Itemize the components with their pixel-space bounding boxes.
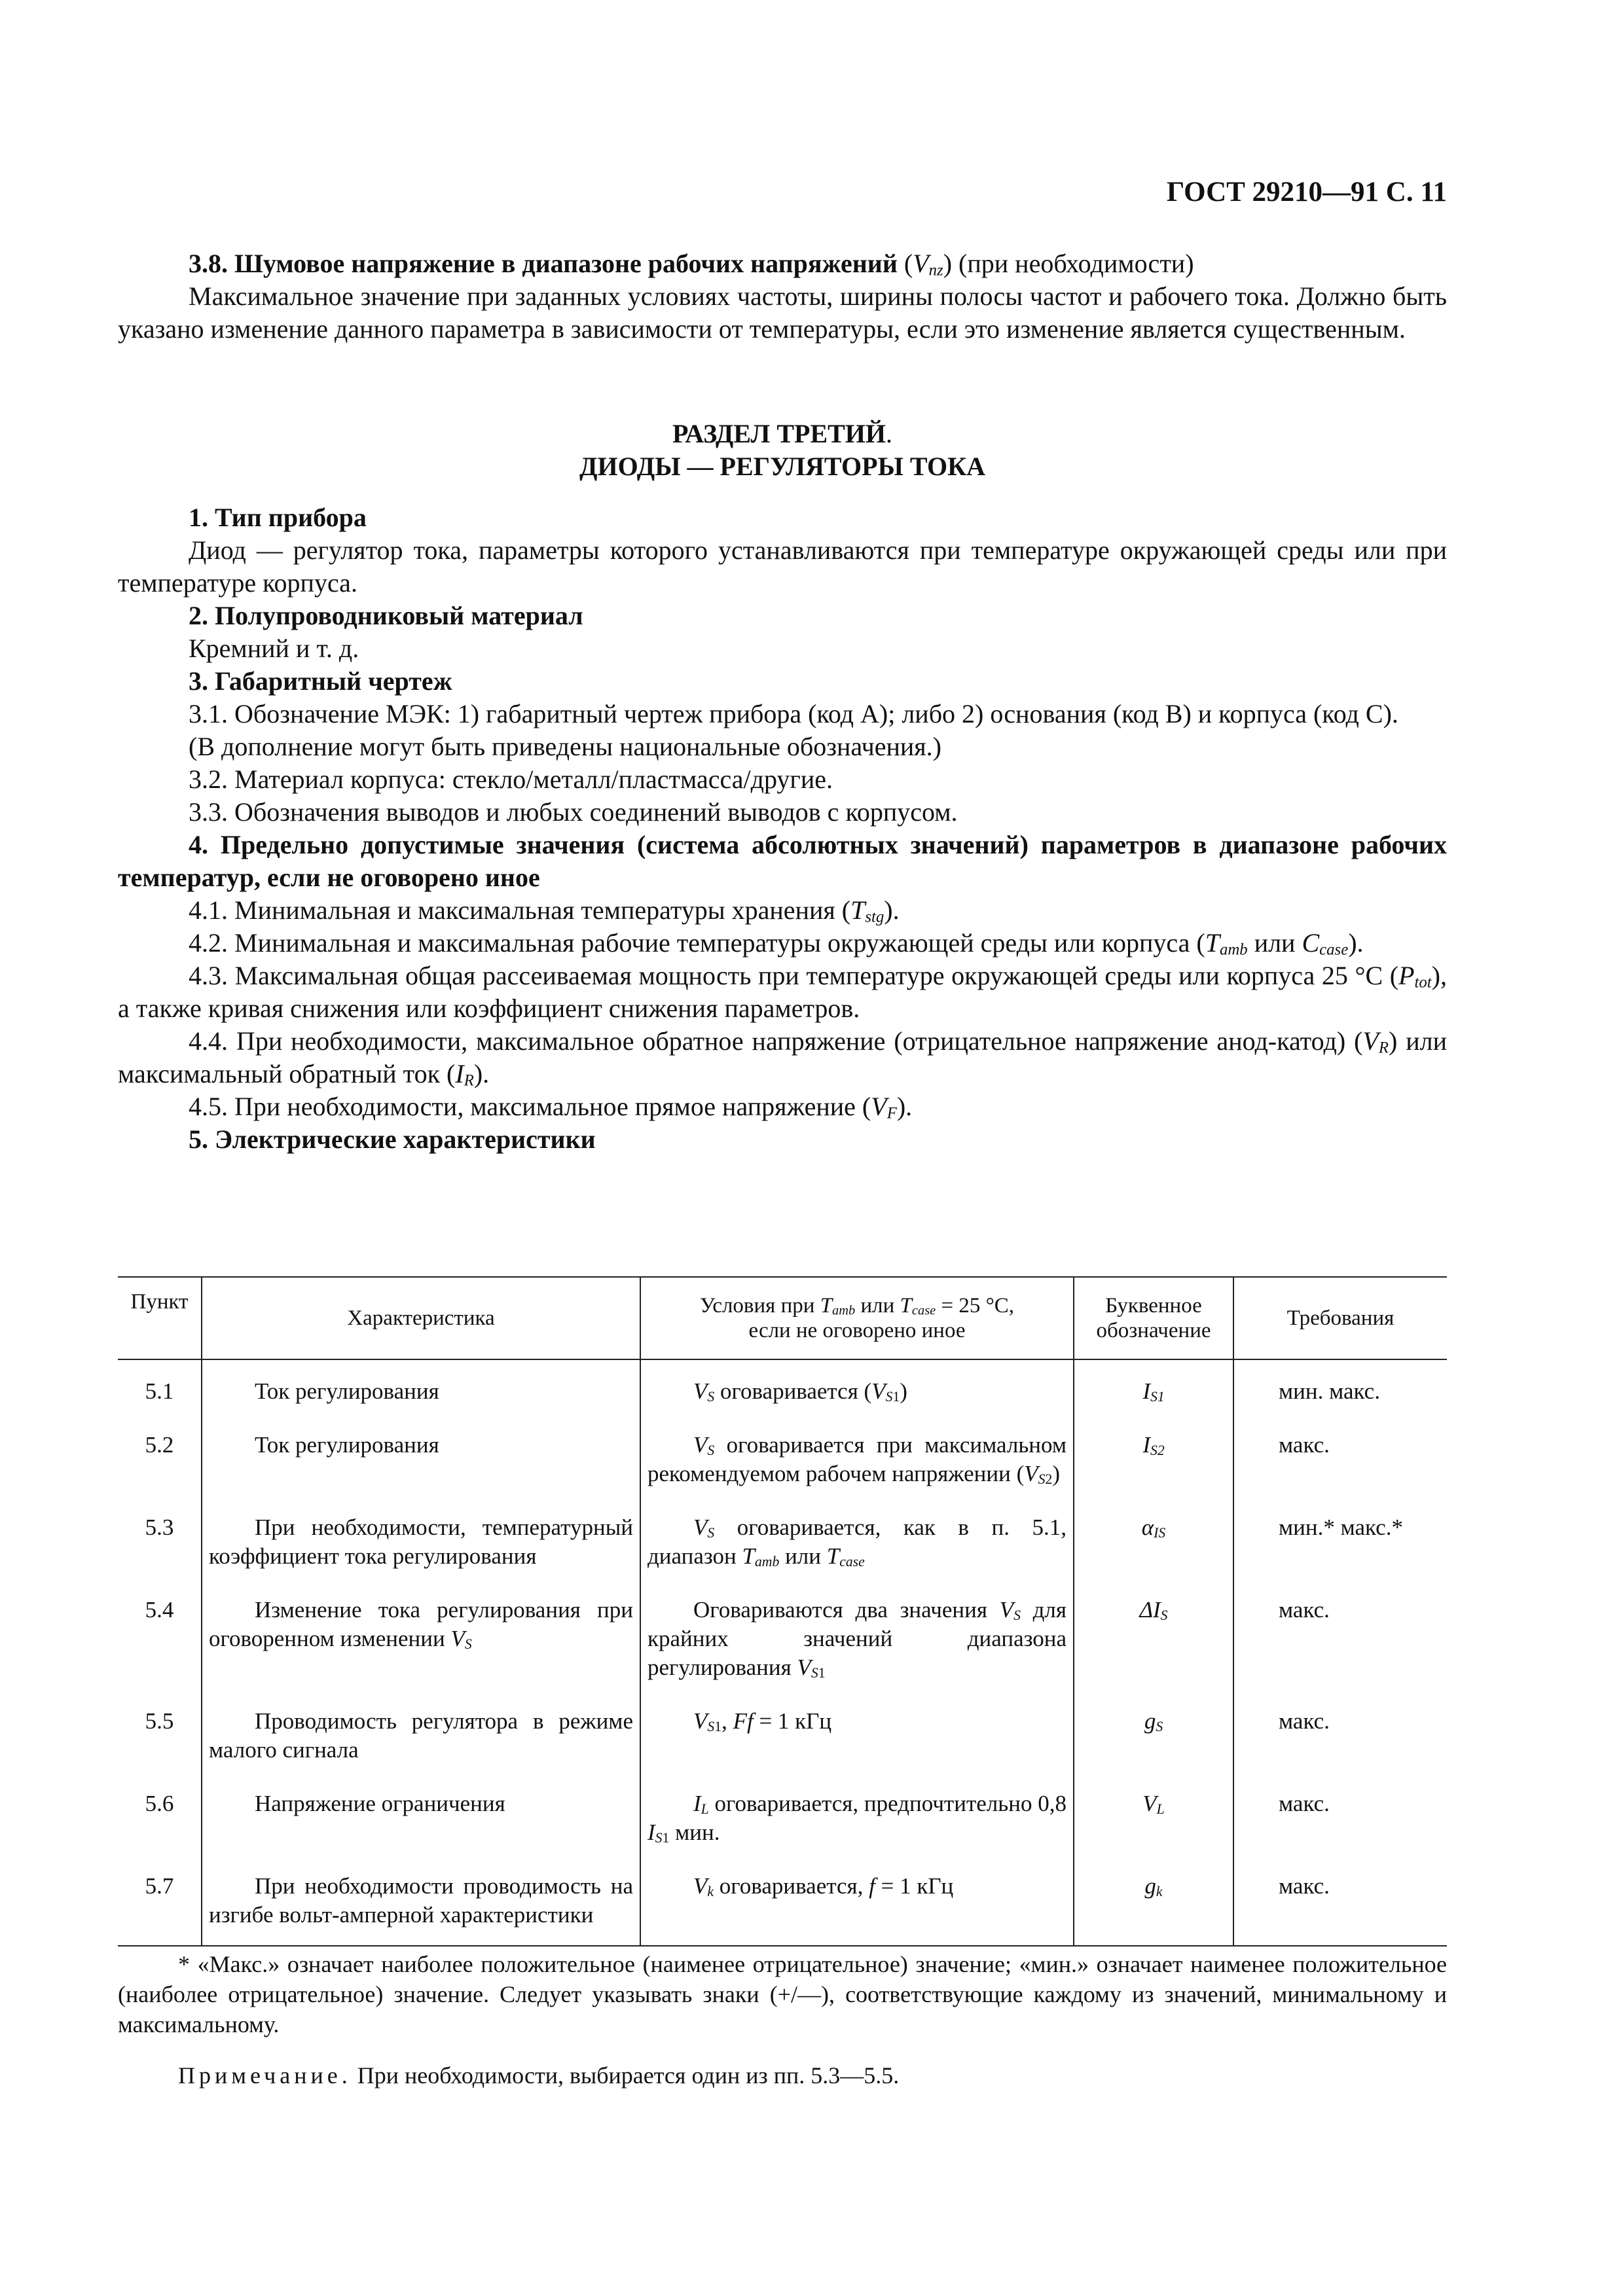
row-symbol-cell: [1074, 1780, 1233, 1863]
note-label: Примечание.: [178, 2062, 352, 2089]
item-1-text: Диод — регулятор тока, параметры которого устанавливаются при температуре окружающей среды или при температуре корпуса.: [118, 535, 1447, 598]
row-symbol-cell-text: $I_{S2}$: [1142, 1432, 1165, 1458]
row-symbol-cell: [1074, 1359, 1233, 1422]
row-characteristic-cell: [202, 1422, 640, 1504]
row-characteristic-cell-text: Проводимость регулятора в режиме малого сигнала: [209, 1708, 633, 1763]
row-requirements-cell-text: макс.: [1279, 1597, 1330, 1623]
row-conditions-cell-text: $V_S$ оговаривается $(V_{S1})$: [693, 1378, 907, 1405]
row-characteristic-cell-text: Изменение тока регулирования при оговоренном изменении $V_S$: [209, 1597, 633, 1652]
row-symbol-cell-text: $\Delta I_S$: [1139, 1597, 1168, 1623]
section-subtitle: ДИОДЫ — РЕГУЛЯТОРЫ ТОКА: [579, 452, 986, 481]
item-5-heading: 5. Электрические характеристики: [189, 1124, 596, 1154]
section-title-dot: .: [886, 419, 893, 448]
row-conditions-cell: [640, 1863, 1074, 1946]
section-title: [118, 418, 1447, 450]
row-item-cell: [118, 1422, 202, 1504]
row-requirements-cell: [1233, 1359, 1447, 1422]
table-header-row: [118, 1277, 1447, 1359]
row-symbol-cell: [1074, 1504, 1233, 1587]
row-symbol-cell-text: $g_k$: [1144, 1873, 1163, 1899]
row-item-cell-text: 5.6: [145, 1791, 174, 1816]
row-characteristic-cell: [202, 1504, 640, 1587]
table-row: [118, 1587, 1447, 1698]
table-row: [118, 1422, 1447, 1504]
row-symbol-cell: [1074, 1698, 1233, 1780]
row-requirements-cell: [1233, 1422, 1447, 1504]
item-4-4-text: 4.4. При необходимости, максимальное обратное напряжение (отрицательное напряжение анод-катод) $(V_R)$ или максимальный обратный ток $(I_R)$.: [118, 1026, 1448, 1090]
row-conditions-cell: [640, 1587, 1074, 1698]
row-requirements-cell-text: мин. макс.: [1279, 1378, 1380, 1404]
item-4-2-text: 4.2. Минимальная и максимальная рабочие температуры окружающей среды или корпуса ($T_{amb}$ или $C_{case}$).: [189, 928, 1364, 959]
row-item-cell: [118, 1698, 202, 1780]
row-characteristic-cell-text: Напряжение ограничения: [255, 1791, 505, 1816]
row-requirements-cell: [1233, 1504, 1447, 1587]
row-item-cell-text: 5.1: [145, 1378, 174, 1404]
row-requirements-cell-text: макс.: [1279, 1432, 1330, 1458]
section-3-8-title: 3.8. Шумовое напряжение в диапазоне рабочих напряжений: [189, 249, 898, 278]
row-item-cell: [118, 1359, 202, 1422]
note-text: При необходимости, выбирается один из пп. 5.3—5.5.: [351, 2062, 900, 2089]
table-row: [118, 1863, 1447, 1946]
table-row: [118, 1504, 1447, 1587]
row-requirements-cell: [1233, 1780, 1447, 1863]
row-item-cell-text: 5.5: [145, 1708, 174, 1734]
row-conditions-cell: [640, 1504, 1074, 1587]
electrical-characteristics-table: [118, 1276, 1447, 1946]
section-3-8-heading: [118, 247, 1447, 280]
row-conditions-cell: [640, 1780, 1074, 1863]
item-4-5-text: 4.5. При необходимости, максимальное прямое напряжение $(V_F)$.: [189, 1092, 913, 1122]
row-conditions-cell: [640, 1422, 1074, 1504]
table-row: [118, 1359, 1447, 1422]
row-conditions-cell-text: $I_L$ оговаривается, предпочтительно 0,8 $I_{S1}$ мин.: [647, 1791, 1067, 1846]
section-3-8-text: Максимальное значение при заданных условиях частоты, ширины полосы частот и рабочего тока. Должно быть указано изменение данного параметра в зависимости от температуры, если это изменение является существенным.: [118, 281, 1447, 344]
header-requirements: Требования: [1233, 1277, 1447, 1359]
row-requirements-cell-text: макс.: [1279, 1791, 1330, 1816]
row-item-cell-text: 5.3: [145, 1515, 174, 1540]
header-characteristic: Характеристика: [202, 1277, 640, 1359]
item-4-heading: 4. Предельно допустимые значения (система абсолютных значений) параметров в диапазоне рабочих температур, если не оговорено иное: [118, 830, 1447, 892]
row-requirements-cell-text: мин.* макс.*: [1279, 1515, 1403, 1540]
item-2-heading: 2. Полупроводниковый материал: [189, 601, 583, 630]
row-requirements-cell: [1233, 1863, 1447, 1946]
row-symbol-cell: [1074, 1422, 1233, 1504]
header-conditions: Условия при $T_{amb}$ или $T_{case} = 25$ °С, если не оговорено иное: [640, 1277, 1074, 1359]
page-header: ГОСТ 29210—91 С. 11: [1166, 177, 1447, 207]
row-requirements-cell-text: макс.: [1279, 1873, 1330, 1899]
table-body: [118, 1359, 1447, 1946]
item-3-2-text: 3.2. Материал корпуса: стекло/металл/пластмасса/другие.: [189, 764, 833, 794]
row-characteristic-cell: [202, 1587, 640, 1698]
section-3-8-tail: (при необходимости): [952, 249, 1194, 278]
row-symbol-cell-text: $I_{S1}$: [1142, 1378, 1165, 1405]
row-characteristic-cell-text: При необходимости, температурный коэффициент тока регулирования: [209, 1515, 633, 1569]
section-title-line1: РАЗДЕЛ ТРЕТИЙ: [672, 419, 886, 448]
row-conditions-cell-text: $V_S$ оговаривается при максимальном рекомендуемом рабочем напряжении $(V_{S2})$: [647, 1432, 1067, 1487]
row-item-cell: [118, 1504, 202, 1587]
row-characteristic-cell: [202, 1863, 640, 1946]
table-row: [118, 1698, 1447, 1780]
section-3-8-symbol: $(V_{nz})$: [903, 249, 953, 279]
row-symbol-cell: [1074, 1587, 1233, 1698]
footnotes: [118, 1949, 1447, 2090]
item-4-1-text: 4.1. Минимальная и максимальная температуры хранения $(T_{stg})$.: [189, 895, 900, 926]
row-conditions-cell-text: $V_{S1}$, Ff = 1 кГц: [693, 1708, 832, 1734]
row-item-cell: [118, 1780, 202, 1863]
item-1-heading: 1. Тип прибора: [189, 503, 367, 532]
row-item-cell: [118, 1587, 202, 1698]
row-requirements-cell: [1233, 1587, 1447, 1698]
header-item: Пункт: [118, 1277, 202, 1359]
row-characteristic-cell-text: Ток регулирования: [255, 1378, 439, 1404]
row-conditions-cell-text: Оговариваются два значения $V_S$ для крайних значений диапазона регулирования $V_{S1}$: [647, 1597, 1067, 1681]
item-3-1-note: (В дополнение могут быть приведены национальные обозначения.): [189, 732, 941, 761]
item-3-3-text: 3.3. Обозначения выводов и любых соединений выводов с корпусом.: [189, 797, 958, 827]
body-text: [118, 247, 1447, 1156]
row-item-cell: [118, 1863, 202, 1946]
row-symbol-cell: [1074, 1863, 1233, 1946]
row-characteristic-cell: [202, 1780, 640, 1863]
row-symbol-cell-text: $\alpha_{IS}$: [1141, 1515, 1166, 1541]
row-conditions-cell: [640, 1359, 1074, 1422]
row-symbol-cell-text: $V_L$: [1142, 1791, 1165, 1817]
footnote-text: * «Макс.» означает наиболее положительное (наименее отрицательное) значение; «мин.» означает наименее положительное (наиболее отрицательное) значение. Следует указывать знаки (+/—), соответствующие каждому из значений, минимальному и максимальному.: [118, 1951, 1447, 2037]
row-characteristic-cell-text: При необходимости проводимость на изгибе вольт-амперной характеристики: [209, 1873, 633, 1928]
row-conditions-cell: [640, 1698, 1074, 1780]
row-conditions-cell-text: $V_k$ оговаривается, f = 1 кГц: [693, 1873, 954, 1899]
item-4-3-text: 4.3. Максимальная общая рассеиваемая мощность при температуре окружающей среды или корпуса 25 °С $(P_{tot})$, а также кривая снижения или коэффициент снижения параметров.: [118, 961, 1447, 1023]
table-row: [118, 1780, 1447, 1863]
note: [118, 2060, 1447, 2090]
row-requirements-cell-text: макс.: [1279, 1708, 1330, 1734]
row-item-cell-text: 5.4: [145, 1597, 174, 1623]
header-symbol: Буквенное обозначение: [1074, 1277, 1233, 1359]
row-item-cell-text: 5.7: [145, 1873, 174, 1899]
row-symbol-cell-text: $g_S$: [1144, 1708, 1163, 1734]
item-3-1-text: 3.1. Обозначение МЭК: 1) габаритный чертеж прибора (код А); либо 2) основания (код В) и корпуса (код С).: [189, 699, 1398, 728]
row-characteristic-cell: [202, 1698, 640, 1780]
row-requirements-cell: [1233, 1698, 1447, 1780]
row-characteristic-cell-text: Ток регулирования: [255, 1432, 439, 1458]
row-item-cell-text: 5.2: [145, 1432, 174, 1458]
item-2-text: Кремний и т. д.: [189, 634, 359, 663]
row-characteristic-cell: [202, 1359, 640, 1422]
item-3-heading: 3. Габаритный чертеж: [189, 666, 452, 696]
row-conditions-cell-text: $V_S$ оговаривается, как в п. 5.1, диапазон $T_{amb}$ или $T_{case}$: [647, 1515, 1067, 1570]
